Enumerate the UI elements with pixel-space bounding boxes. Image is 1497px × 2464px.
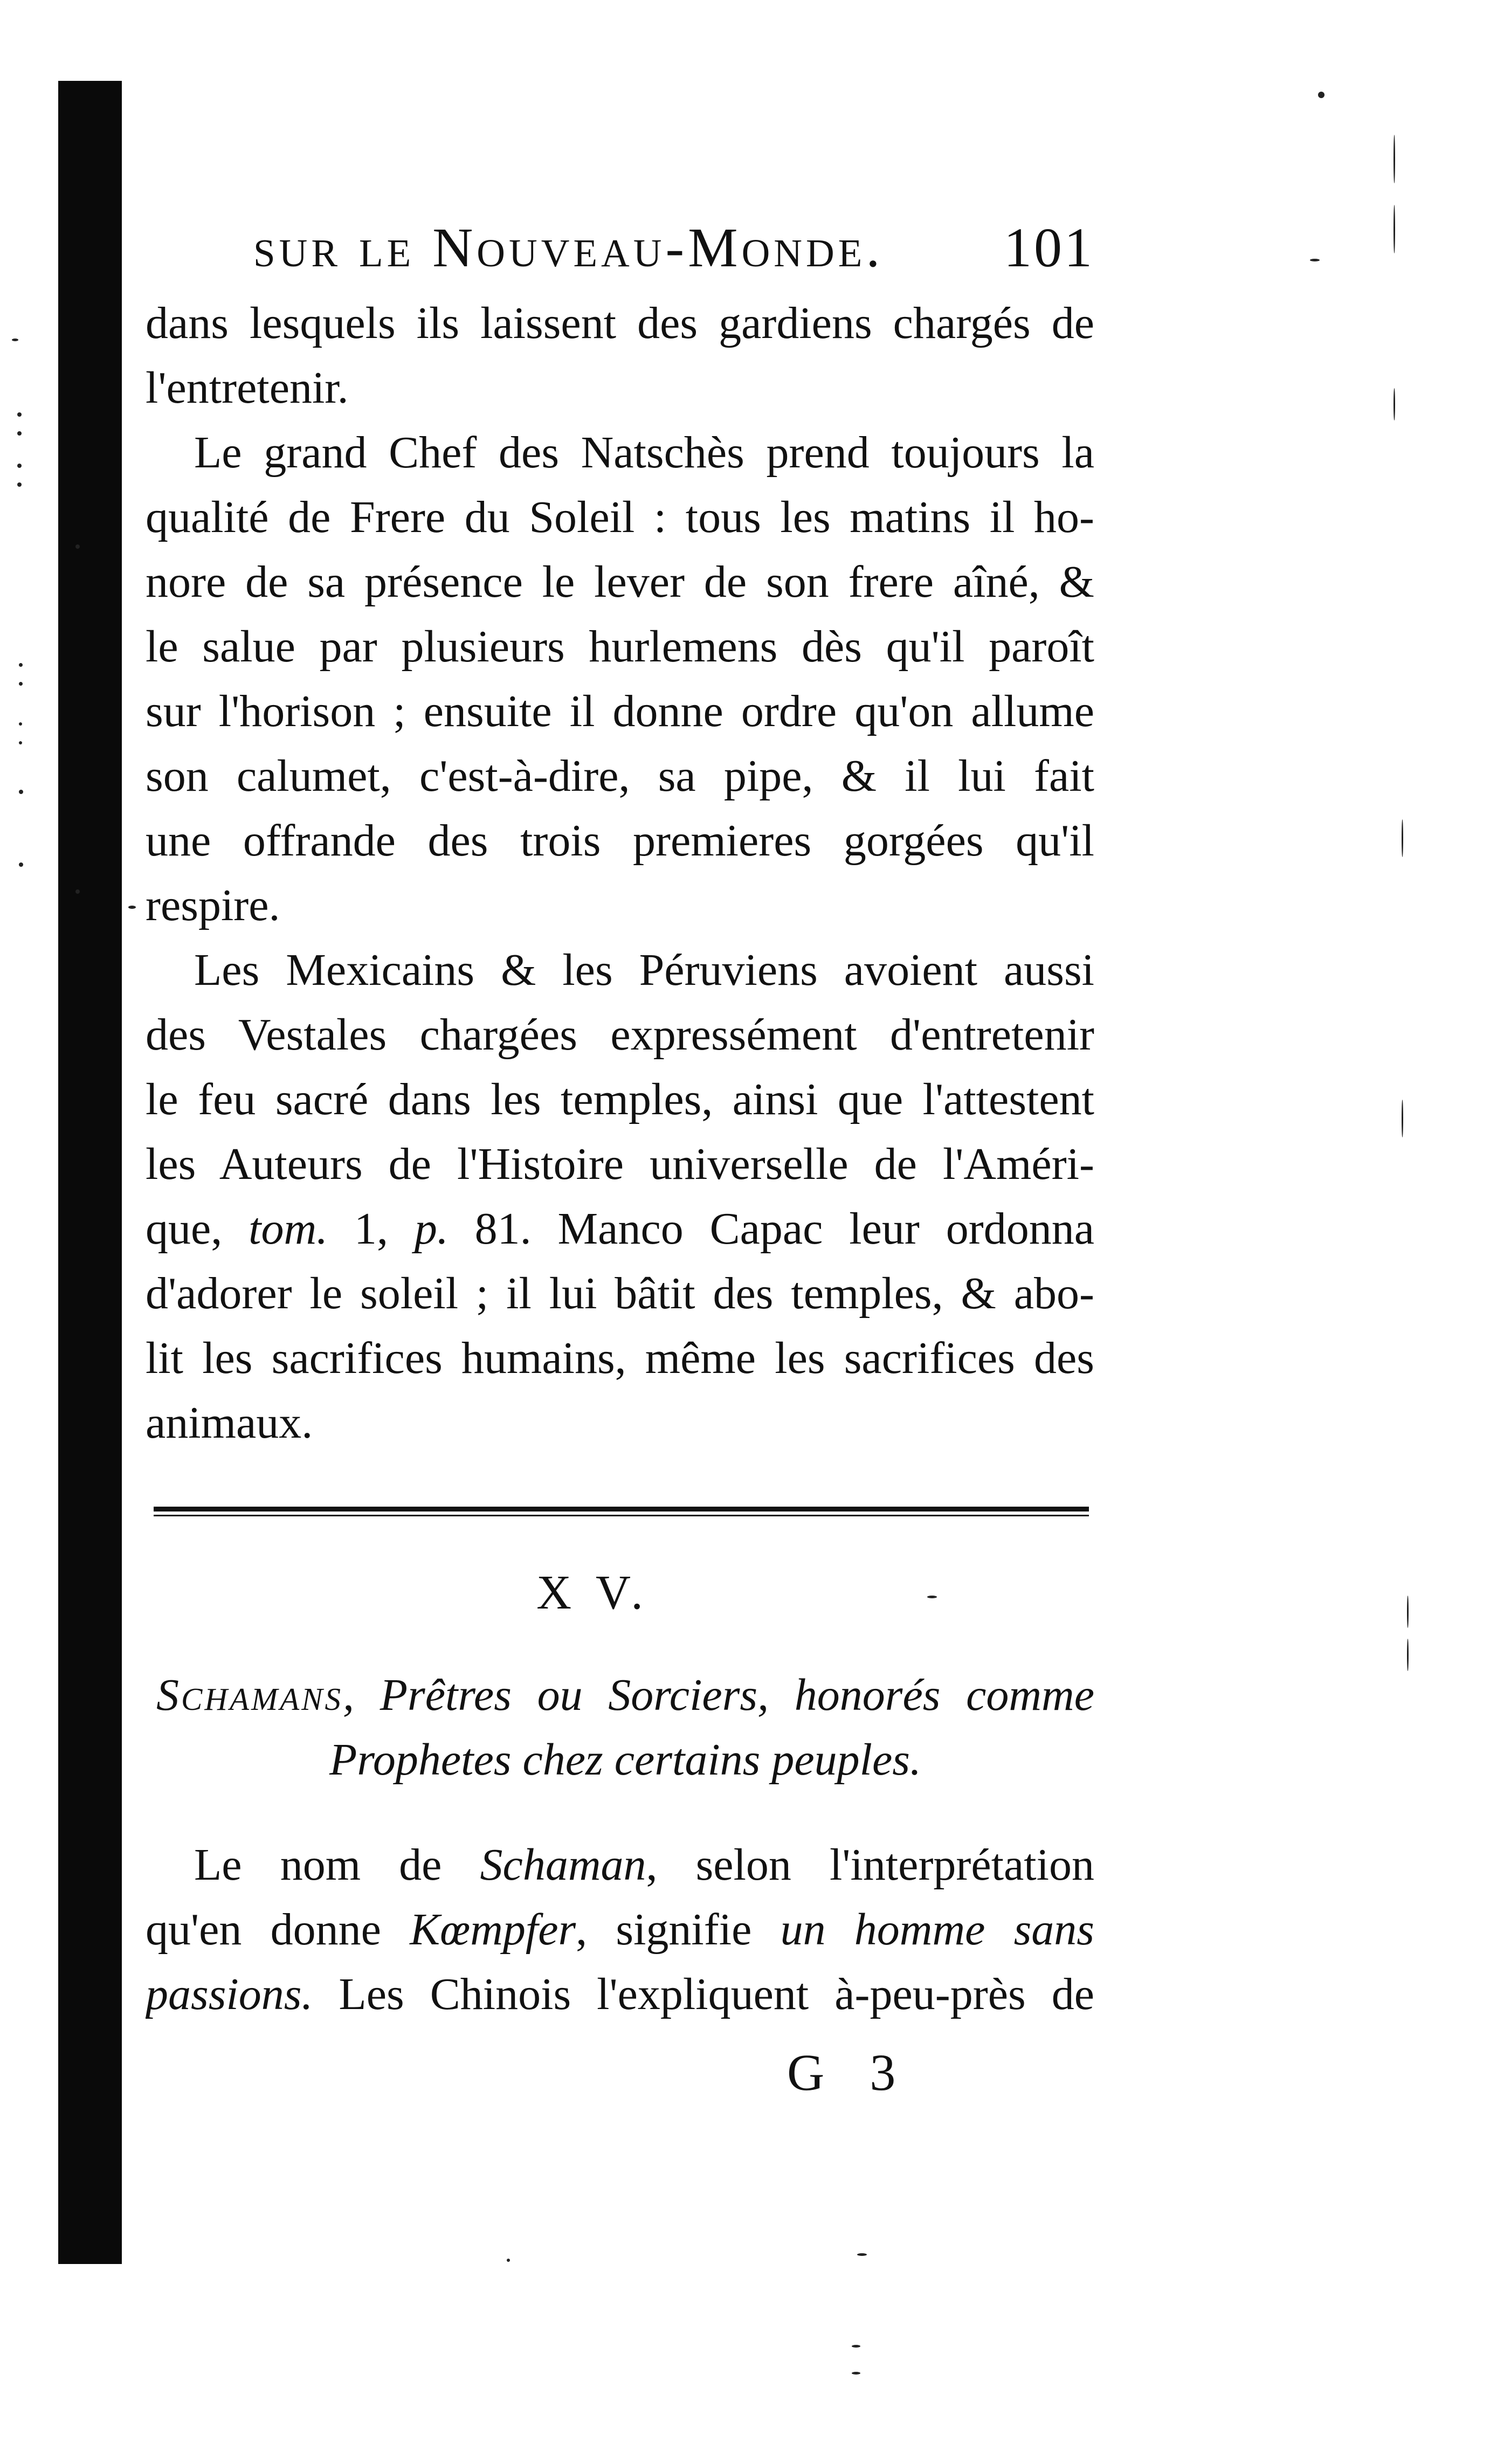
text-fragment: , selon l'interprétation (646, 1840, 1094, 1890)
paragraph-start: Le grand Chef des Natschès prend toujours la (194, 427, 1094, 478)
text-line: d'adorer le soleil ; il lui bâtit des temples, & abo- (146, 1268, 1094, 1319)
text-fragment: 81. Manco Capac leur ordonna (448, 1204, 1094, 1254)
running-title: sur le Nouveau-Monde. (253, 217, 884, 279)
text-fragment: 1, (328, 1204, 415, 1254)
paragraph-start (146, 1833, 1094, 1897)
text-fragment-italic: tom. (249, 1204, 328, 1254)
heading-text: , Prêtres ou Sorciers, honorés comme (343, 1670, 1094, 1720)
text-line: le salue par plusieurs hurlemens dès qu'il paroît (146, 622, 1094, 672)
section-heading-line: Prophetes chez certains peuples. (329, 1735, 921, 1785)
text-fragment: que, (146, 1204, 249, 1254)
text-line: respire. (146, 880, 280, 930)
text-line: les Auteurs de l'Histoire universelle de l'Améri- (146, 1139, 1094, 1189)
paragraph-start: Les Mexicains & les Péruviens avoient aussi (194, 945, 1094, 995)
running-head (253, 218, 1094, 278)
text-line: l'entretenir. (146, 363, 349, 413)
section-text (146, 1833, 1094, 2027)
text-fragment-italic: un homme sans (780, 1904, 1094, 1955)
text-line: dans lesquels ils laissent des gardiens chargés de (146, 298, 1094, 348)
text-line: sur l'horison ; ensuite il donne ordre qu'on allume (146, 686, 1094, 736)
main-text (146, 291, 1094, 1455)
page-number: 101 (1004, 217, 1094, 279)
text-fragment: qu'en donne (146, 1904, 410, 1955)
text-line-citation (146, 1197, 1094, 1261)
text-fragment-italic: Kœmpfer (410, 1904, 576, 1955)
text-fragment-italic: passions. (146, 1969, 313, 2019)
text-line: nore de sa présence le lever de son frere aîné, & (146, 557, 1094, 607)
text-line: son calumet, c'est-à-dire, sa pipe, & il lui fait (146, 751, 1094, 801)
signature-mark: G 3 (787, 2044, 912, 2101)
text-line: animaux. (146, 1398, 313, 1448)
text-fragment: Le nom de (194, 1840, 480, 1890)
text-line: qualité de Frere du Soleil : tous les matins il ho- (146, 492, 1094, 542)
text-line: une offrande des trois premieres gorgées qu'il (146, 816, 1094, 866)
text-fragment: Les Chinois l'expliquent à-peu-près de (313, 1969, 1094, 2019)
section-divider-rule (154, 1507, 1089, 1516)
text-line (146, 1897, 1094, 1962)
heading-keyword: Schamans (156, 1670, 343, 1720)
section-heading-line (156, 1663, 1094, 1728)
text-line: le feu sacré dans les temples, ainsi que l'attestent (146, 1074, 1094, 1124)
section-number: X V. (536, 1566, 650, 1619)
text-line: lit les sacrifices humains, même les sacrifices des (146, 1333, 1094, 1383)
text-fragment-italic: p. (414, 1204, 449, 1254)
text-line (146, 1962, 1094, 2027)
section-heading (156, 1663, 1094, 1792)
text-fragment: , signifie (576, 1904, 781, 1955)
text-fragment-italic: Schaman (480, 1840, 646, 1890)
binding-shadow (58, 81, 122, 2264)
text-line: des Vestales chargées expressément d'entretenir (146, 1010, 1094, 1060)
